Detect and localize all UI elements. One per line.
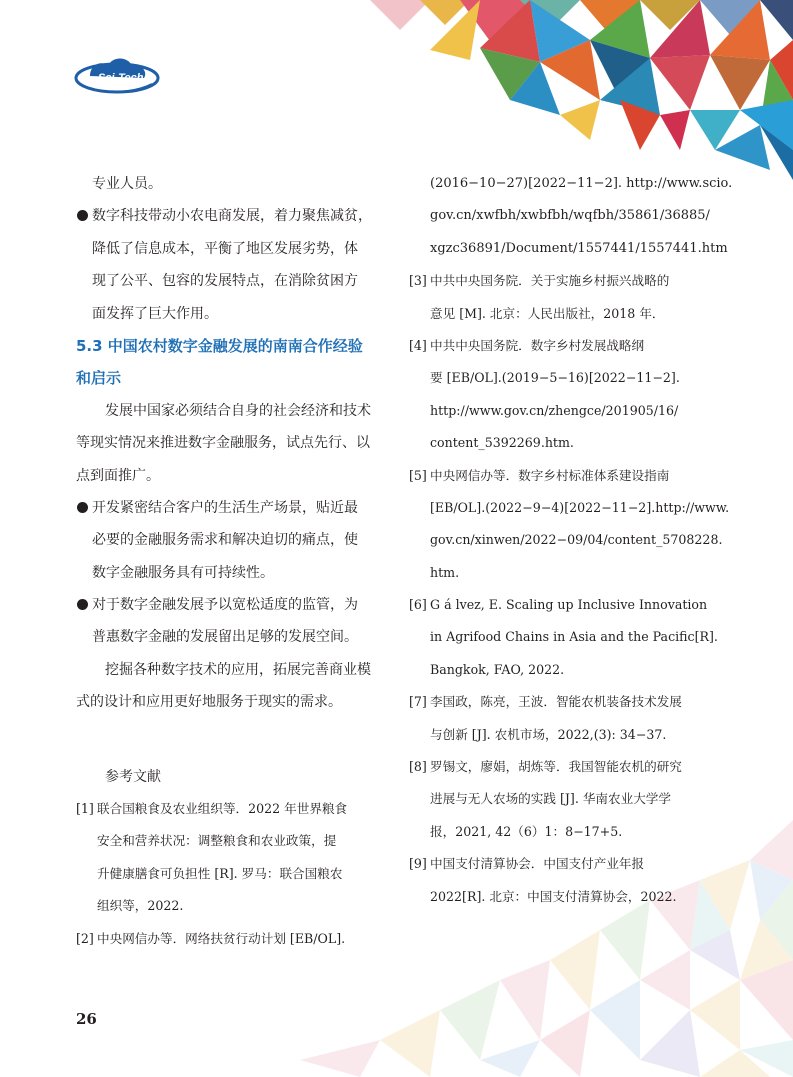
reference-item xyxy=(409,589,719,686)
reference-item xyxy=(409,751,719,848)
text-line: 现了公平、包容的发展特点，在消除贫困方 xyxy=(92,273,358,290)
reference-line: http://www.gov.cn/zhengce/201905/16/ xyxy=(430,402,679,418)
left-column xyxy=(76,168,388,955)
reference-line: 中央网信办等．网络扶贫行动计划 [EB/OL]. xyxy=(97,930,346,946)
reference-item xyxy=(76,793,388,923)
paragraph-line: 发展中国家必须结合自身的社会经济和技术 xyxy=(105,402,371,419)
reference-number: [3] xyxy=(409,273,427,289)
reference-line: htm. xyxy=(430,564,460,580)
text-line: 降低了信息成本，平衡了地区发展劣势，体 xyxy=(92,240,358,257)
reference-line: gov.cn/xwfbh/xwbfbh/wqfbh/35861/36885/ xyxy=(430,208,710,224)
reference-line: content_5392269.htm. xyxy=(430,435,574,451)
reference-item xyxy=(76,923,388,955)
text-line: 数字科技带动小农电商发展，着力聚焦减贫， xyxy=(92,208,372,225)
reference-line: in Agrifood Chains in Asia and the Pacific[R]. xyxy=(430,629,718,645)
paragraph-line: 点到面推广。 xyxy=(76,467,160,484)
reference-number: [2] xyxy=(76,930,94,946)
reference-line: 组织等，2022. xyxy=(97,898,184,914)
bullet-item xyxy=(76,492,388,589)
reference-number: [6] xyxy=(409,597,427,613)
references-title: 参考文献 xyxy=(105,768,161,785)
right-column xyxy=(409,168,733,913)
bullet-item xyxy=(76,589,388,654)
reference-number: [7] xyxy=(409,694,427,710)
logo-text: Sci-Tech xyxy=(98,72,144,84)
text-line: 对于数字金融发展予以宽松适度的监管，为 xyxy=(92,597,358,614)
section-heading: 5.3 中国农村数字金融发展的南南合作经验 xyxy=(76,336,363,355)
reference-item xyxy=(409,265,719,330)
reference-line: gov.cn/xinwen/2022−09/04/content_5708228. xyxy=(430,532,723,548)
reference-number: [1] xyxy=(76,801,94,817)
text-line: 普惠数字金融的发展留出足够的发展空间。 xyxy=(92,629,358,646)
bullet-icon xyxy=(77,502,88,513)
text-line: 开发紧密结合客户的生活生产场景，贴近最 xyxy=(92,499,358,516)
reference-item xyxy=(409,460,730,590)
reference-line: 进展与无人农场的实践 [J]. 华南农业大学学 xyxy=(430,791,671,807)
reference-item xyxy=(409,848,719,913)
reference-line: [EB/OL].(2022−9−4)[2022−11−2].http://www. xyxy=(430,499,730,515)
reference-number: [5] xyxy=(409,467,427,483)
reference-line: Bangkok, FAO, 2022. xyxy=(430,661,565,677)
reference-line: G á lvez, E. Scaling up Inclusive Innovation xyxy=(430,597,708,613)
reference-continuation xyxy=(409,168,733,265)
reference-line: xgzc36891/Document/1557441/1557441.htm xyxy=(430,240,728,256)
reference-line: 升健康膳食可负担性 [R]. 罗马：联合国粮农 xyxy=(97,865,343,881)
reference-line: 罗锡文，廖娟，胡炼等．我国智能农机的研究 xyxy=(430,759,682,775)
reference-line: 联合国粮食及农业组织等．2022 年世界粮食 xyxy=(97,801,348,817)
reference-line: 中共中央国务院．关于实施乡村振兴战略的 xyxy=(430,273,670,289)
bullet-icon xyxy=(77,210,88,221)
reference-item xyxy=(409,686,719,751)
paragraph-line: 挖掘各种数字技术的应用，拓展完善商业模 xyxy=(105,661,371,678)
sci-tech-logo xyxy=(72,50,162,102)
section-heading: 和启示 xyxy=(76,369,122,388)
reference-line: 与创新 [J]. 农机市场，2022,(3): 34−37. xyxy=(430,726,667,742)
paragraph-line: 式的设计和应用更好地服务于现实的需求。 xyxy=(76,694,342,711)
bullet-icon xyxy=(77,599,88,610)
text-line: 面发挥了巨大作用。 xyxy=(92,305,218,322)
reference-line: 要 [EB/OL].(2019−5−16)[2022−11−2]. xyxy=(430,370,680,386)
text-line: 必要的金融服务需求和解决迫切的痛点，使 xyxy=(92,532,358,549)
reference-line: 2022[R]. 北京：中国支付清算协会，2022. xyxy=(430,888,677,904)
reference-line: 中央网信办等．数字乡村标准体系建设指南 xyxy=(430,467,670,483)
reference-line: 中国支付清算协会．中国支付产业年报 xyxy=(430,856,645,872)
reference-line: 中共中央国务院．数字乡村发展战略纲 xyxy=(430,337,645,353)
reference-number: [4] xyxy=(409,337,427,353)
text-line: 数字金融服务具有可持续性。 xyxy=(92,564,274,581)
page-number: 26 xyxy=(76,1010,97,1028)
reference-line: 安全和营养状况：调整粮食和农业政策，提 xyxy=(97,833,337,849)
reference-number: [8] xyxy=(409,759,427,775)
reference-item xyxy=(409,330,719,460)
reference-line: (2016−10−27)[2022−11−2]. http://www.scio. xyxy=(430,176,733,191)
reference-number: [9] xyxy=(409,856,427,872)
reference-line: 李国政，陈亮，王波．智能农机装备技术发展 xyxy=(430,694,682,710)
text-line: 专业人员。 xyxy=(92,176,162,192)
paragraph-line: 等现实情况来推进数字金融服务，试点先行、以 xyxy=(76,435,370,452)
reference-line: 报，2021, 42（6）1：8−17+5. xyxy=(430,823,623,839)
bullet-item xyxy=(76,200,388,330)
reference-line: 意见 [M]. 北京：人民出版社，2018 年． xyxy=(430,305,665,321)
